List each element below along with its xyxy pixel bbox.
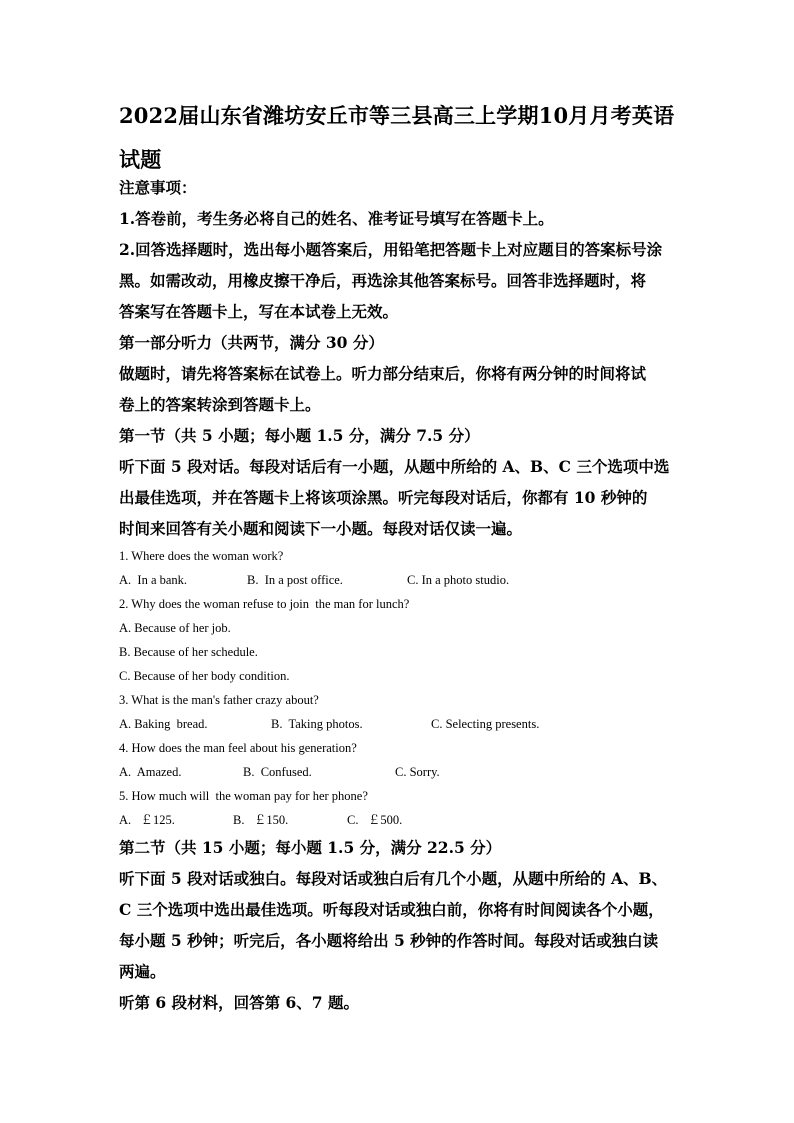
question-4-option-c: C. Sorry.: [395, 765, 440, 779]
section1-heading: 第一节（共 5 小题；每小题 1.5 分，满分 7.5 分）: [119, 426, 480, 445]
question-1: 1. Where does the woman work?: [119, 549, 284, 563]
section2-heading: 第二节（共 15 小题；每小题 1.5 分，满分 22.5 分）: [119, 838, 502, 857]
question-2-option-c: C. Because of her body condition.: [119, 669, 290, 683]
question-5-options: [119, 808, 689, 832]
section1-instruction-line-3: 时间来回答有关小题和阅读下一小题。每段对话仅读一遍。: [119, 519, 523, 538]
part1-heading: 第一部分听力（共两节，满分 30 分）: [119, 333, 384, 352]
notice-item-2-line-2: 黑。如需改动，用橡皮擦干净后，再选涂其他答案标号。回答非选择题时，将: [119, 271, 647, 290]
question-3-options: [119, 712, 689, 736]
question-5-option-b: B. ￡150.: [233, 813, 289, 827]
part1-instruction-line-2: 卷上的答案转涂到答题卡上。: [119, 395, 321, 414]
exam-title-line2: 试题: [119, 147, 162, 172]
section1-instruction-line-2: 出最佳选项，并在答题卡上将该项涂黑。听完每段对话后，你都有 10 秒钟的: [119, 488, 648, 507]
question-1-option-a: A. In a bank.: [119, 573, 188, 587]
section1-instruction-line-1: 听下面 5 段对话。每段对话后有一小题，从题中所给的 A、B、C 三个选项中选: [119, 457, 670, 476]
section2-instruction-line-3: 每小题 5 秒钟；听完后，各小题将给出 5 秒钟的作答时间。每段对话或独白读: [119, 931, 659, 950]
question-3-option-b: B. Taking photos.: [271, 717, 363, 731]
question-1-options: [119, 568, 689, 592]
section2-instruction-line-2: C 三个选项中选出最佳选项。听每段对话或独白前，你将有时间阅读各个小题，: [119, 900, 664, 919]
question-4: 4. How does the man feel about his generation?: [119, 741, 357, 755]
question-4-options: [119, 760, 689, 784]
question-5-option-c: C. ￡500.: [347, 813, 403, 827]
exam-content: [119, 172, 689, 1018]
question-5-option-a: A. ￡125.: [119, 813, 175, 827]
exam-title: [119, 94, 699, 182]
question-2-option-a: A. Because of her job.: [119, 621, 231, 635]
section2-instruction-line-4: 两遍。: [119, 962, 166, 981]
part1-instruction-line-1: 做题时，请先将答案标在试卷上。听力部分结束后，你将有两分钟的时间将试: [119, 364, 647, 383]
question-5: 5. How much will the woman pay for her phone?: [119, 789, 368, 803]
question-1-option-c: C. In a photo studio.: [407, 573, 510, 587]
exam-title-line1: 2022届山东省潍坊安丘市等三县高三上学期10月月考英语: [119, 103, 675, 128]
question-2-option-b: B. Because of her schedule.: [119, 645, 258, 659]
notice-item-2-line-3: 答案写在答题卡上，写在本试卷上无效。: [119, 302, 399, 321]
question-3-option-a: A. Baking bread.: [119, 717, 208, 731]
question-4-option-a: A. Amazed.: [119, 765, 182, 779]
notice-item-1: 1.答卷前，考生务必将自己的姓名、准考证号填写在答题卡上。: [119, 209, 554, 228]
question-1-option-b: B. In a post office.: [247, 573, 343, 587]
question-3-option-c: C. Selecting presents.: [431, 717, 540, 731]
question-3: 3. What is the man's father crazy about?: [119, 693, 319, 707]
notice-heading: 注意事项：: [119, 178, 197, 197]
notice-item-2-line-1: 2.回答选择题时，选出每小题答案后，用铅笔把答题卡上对应题目的答案标号涂: [119, 240, 663, 259]
question-4-option-b: B. Confused.: [243, 765, 312, 779]
question-2: 2. Why does the woman refuse to join the man for lunch?: [119, 597, 410, 611]
material-6-instruction: 听第 6 段材料，回答第 6、7 题。: [119, 993, 359, 1012]
section2-instruction-line-1: 听下面 5 段对话或独白。每段对话或独白后有几个小题，从题中所给的 A、B、: [119, 869, 668, 888]
